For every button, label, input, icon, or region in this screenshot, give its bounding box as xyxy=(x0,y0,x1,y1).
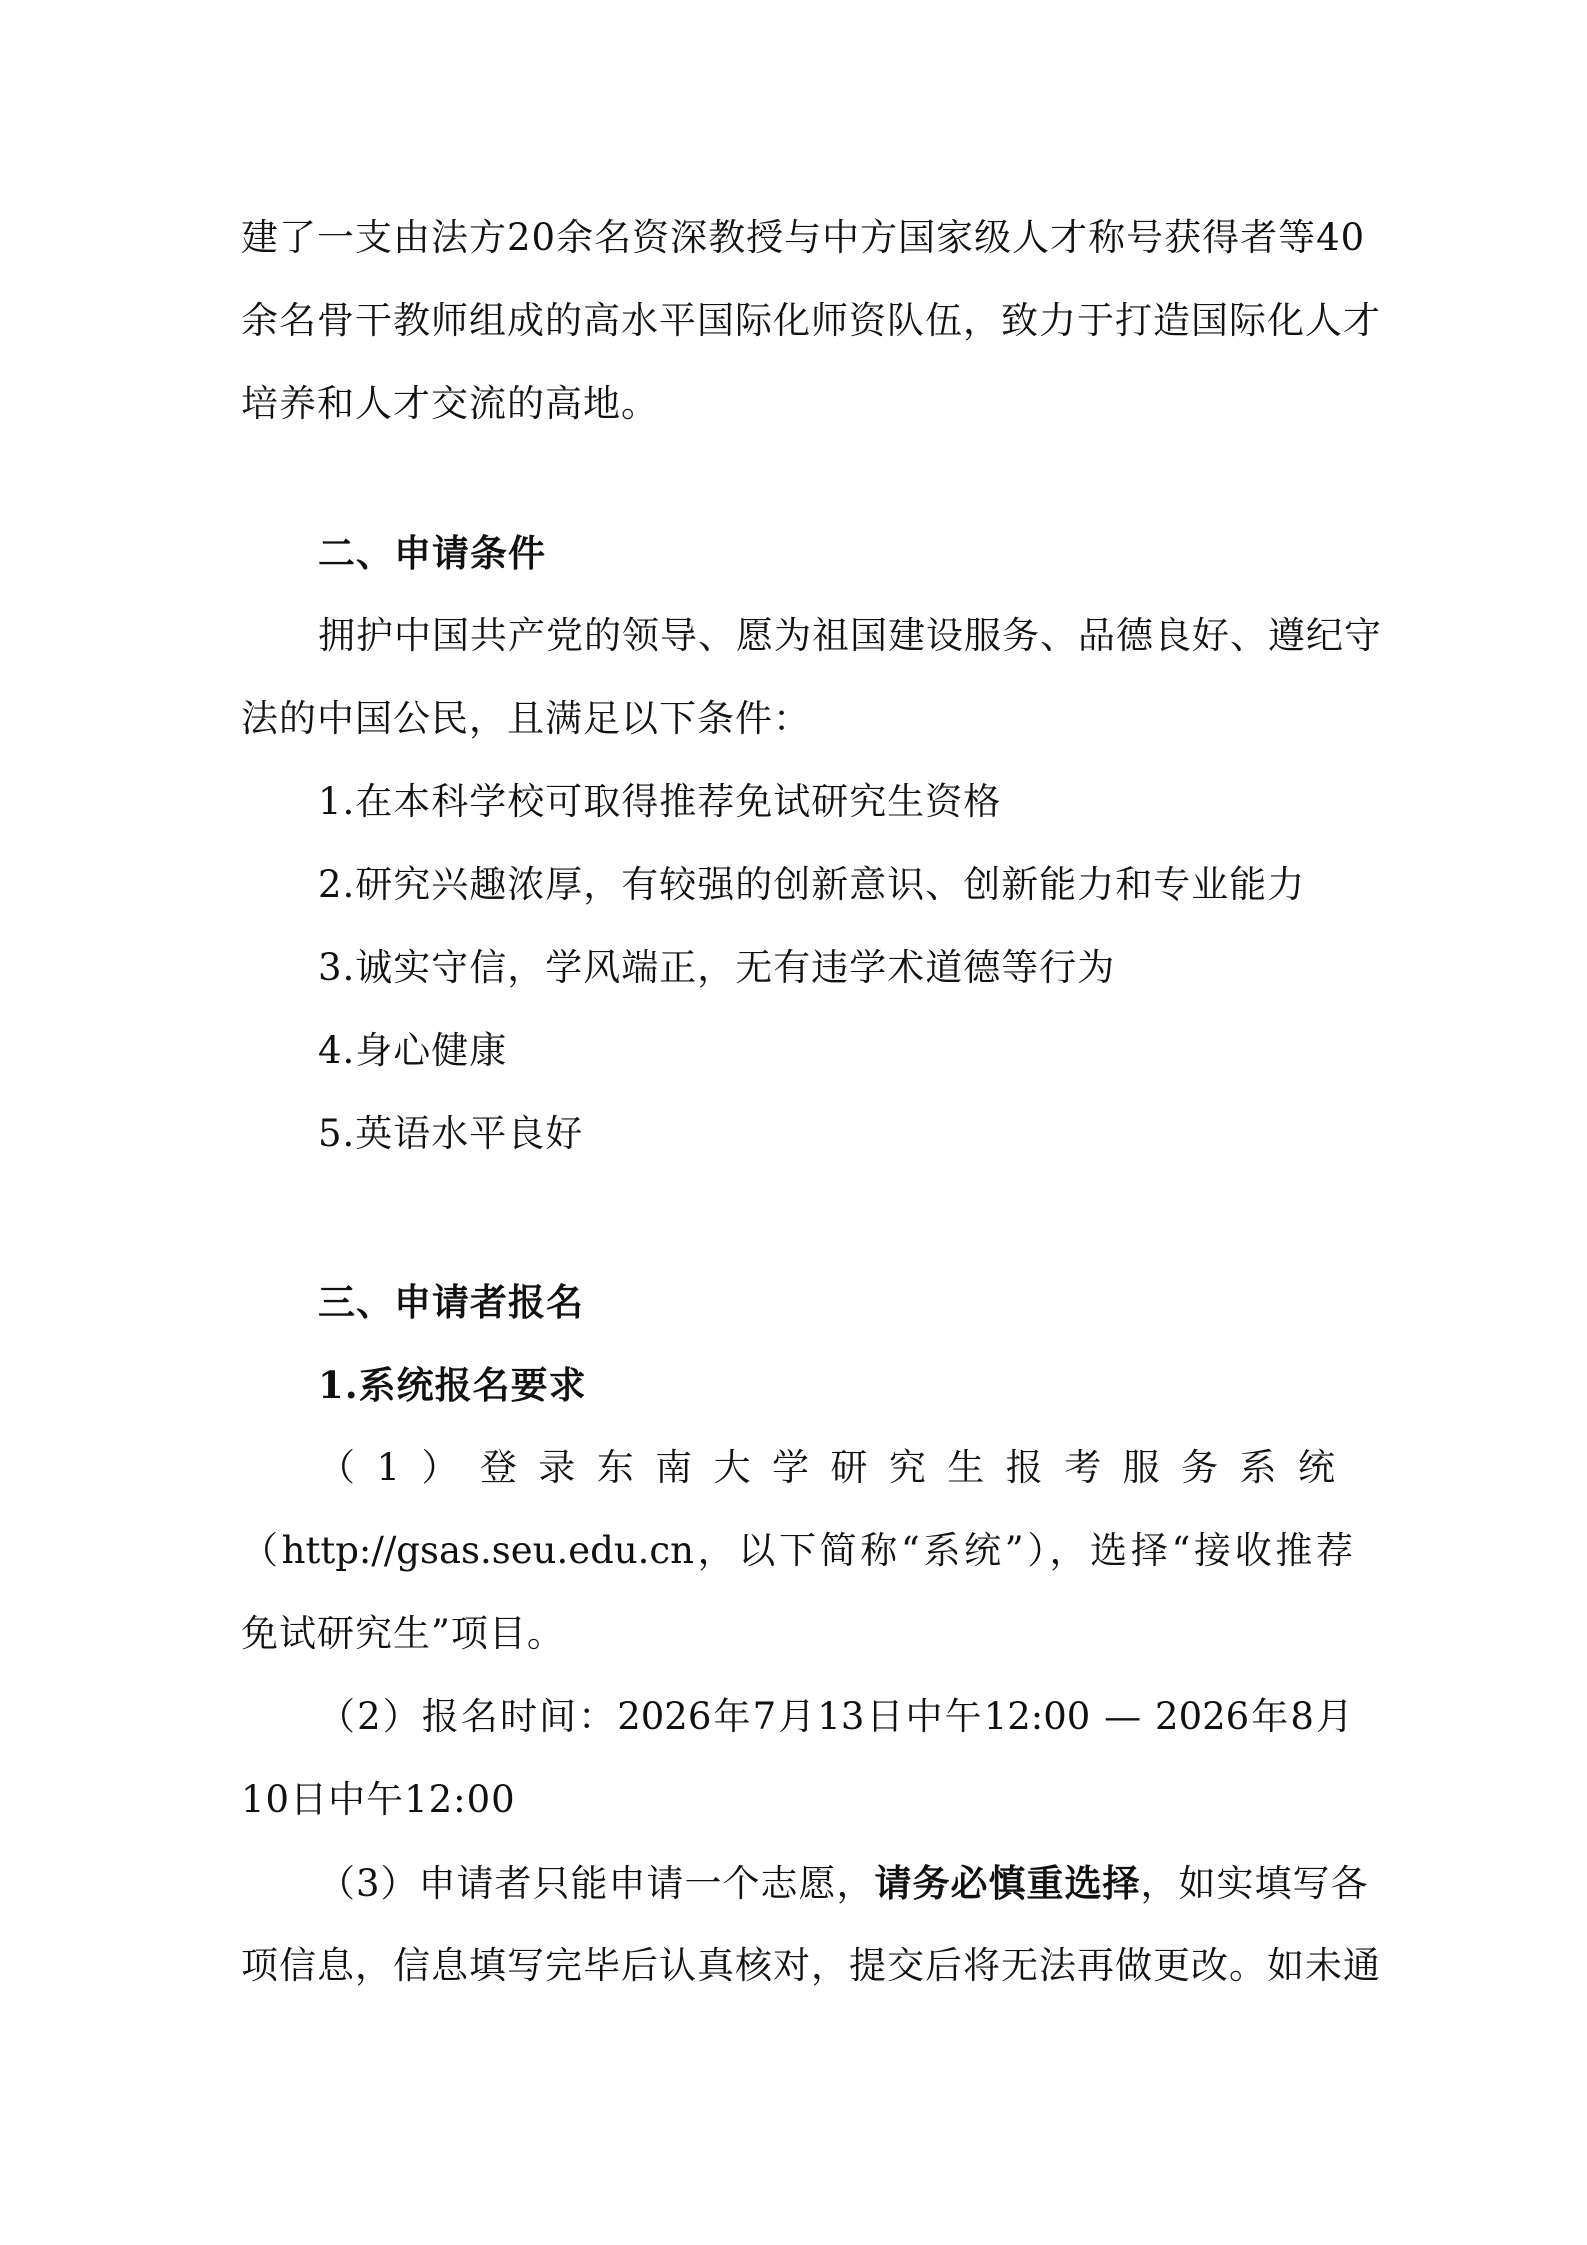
condition-item-1: 1.在本科学校可取得推荐免试研究生资格 xyxy=(318,780,1002,823)
section2-intro-line1: 拥护中国共产党的领导、愿为祖国建设服务、品德良好、遵纪守 xyxy=(318,614,1382,657)
p2-line1: （2）报名时间：2026年7月13日中午12:00 — 2026年8月 xyxy=(318,1695,1353,1738)
p1-line2: （http://gsas.seu.edu.cn，以下简称“系统”），选择“接收推荐 xyxy=(241,1529,1353,1572)
condition-item-4: 4.身心健康 xyxy=(318,1029,508,1072)
p1-line1: （1）登录东南大学研究生报考服务系统 xyxy=(318,1446,1353,1489)
p3-emphasis: 请务必慎重选择 xyxy=(874,1861,1141,1905)
section3-heading: 三、申请者报名 xyxy=(318,1280,584,1324)
condition-item-3: 3.诚实守信，学风端正，无有违学术道德等行为 xyxy=(318,946,1116,989)
p1-line3: 免试研究生”项目。 xyxy=(241,1612,565,1655)
p3-line1-text-a: （3）申请者只能申请一个志愿， xyxy=(318,1862,875,1905)
para1-line3: 培养和人才交流的高地。 xyxy=(241,382,659,425)
condition-item-2: 2.研究兴趣浓厚，有较强的创新意识、创新能力和专业能力 xyxy=(318,863,1306,906)
p3-line1 xyxy=(318,1858,1369,1909)
condition-item-5: 5.英语水平良好 xyxy=(318,1112,584,1155)
section3-subheading: 1.系统报名要求 xyxy=(318,1363,587,1407)
section2-intro-line2: 法的中国公民，且满足以下条件： xyxy=(241,697,811,740)
section2-heading: 二、申请条件 xyxy=(318,531,546,575)
p3-line2: 项信息，信息填写完毕后认真核对，提交后将无法再做更改。如未通 xyxy=(241,1944,1381,1987)
p2-line2: 10日中午12:00 xyxy=(241,1778,516,1821)
para1-line1: 建了一支由法方20余名资深教授与中方国家级人才称号获得者等40 xyxy=(241,216,1366,259)
p3-line1-text-b: ，如实填写各 xyxy=(1140,1862,1369,1905)
para1-line2: 余名骨干教师组成的高水平国际化师资队伍，致力于打造国际化人才 xyxy=(241,299,1381,342)
